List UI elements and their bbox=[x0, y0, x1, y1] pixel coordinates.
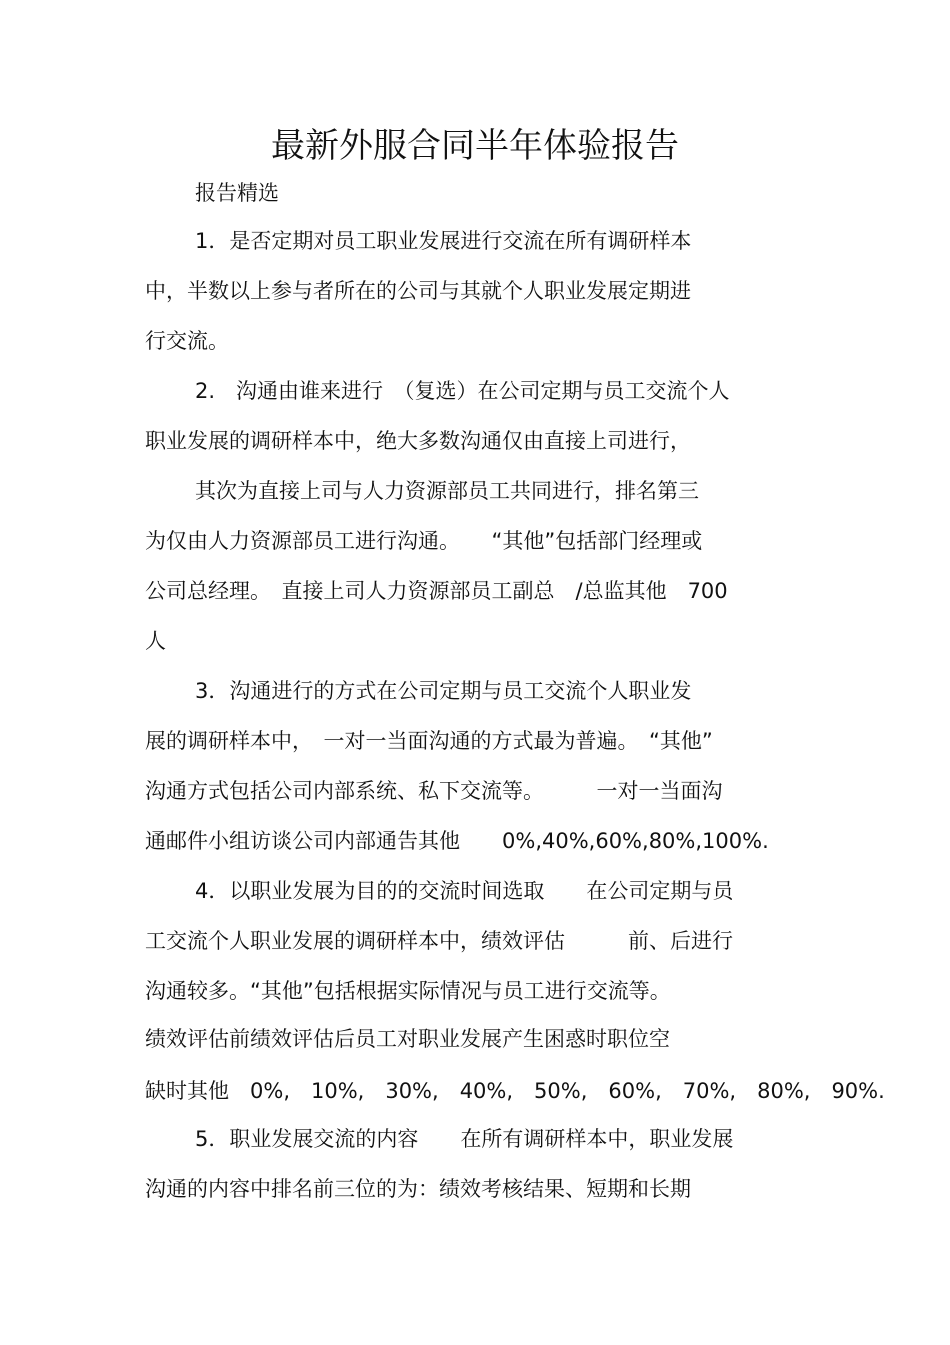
paragraph-line: 5．职业发展交流的内容 在所有调研样本中，职业发展 bbox=[195, 1127, 734, 1151]
paragraph-line: 其次为直接上司与人力资源部员工共同进行，排名第三 bbox=[195, 479, 699, 503]
paragraph-line: 为仅由人力资源部员工进行沟通。 “其他”包括部门经理或 bbox=[145, 529, 703, 553]
paragraph-line: 3．沟通进行的方式在公司定期与员工交流个人职业发 bbox=[195, 679, 692, 703]
paragraph-line: 公司总经理。 直接上司人力资源部员工副总 /总监其他 700 bbox=[145, 579, 728, 603]
paragraph-line: 4．以职业发展为目的的交流时间选取 在公司定期与员 bbox=[195, 879, 734, 903]
paragraph-line: 行交流。 bbox=[145, 329, 229, 353]
paragraph-line: 沟通方式包括公司内部系统、私下交流等。 一对一当面沟 bbox=[145, 779, 723, 803]
paragraph-line: 沟通的内容中排名前三位的为：绩效考核结果、短期和长期 bbox=[145, 1177, 691, 1201]
document-title: 最新外服合同半年体验报告 bbox=[271, 126, 679, 166]
paragraph-line: 2. 沟通由谁来进行 （复选）在公司定期与员工交流个人 bbox=[195, 379, 730, 403]
paragraph-line: 展的调研样本中， 一对一当面沟通的方式最为普遍。 “其他” bbox=[145, 729, 713, 753]
paragraph-line: 通邮件小组访谈公司内部通告其他 0%,40%,60%,80%,100%. bbox=[145, 829, 769, 853]
paragraph-line: 工交流个人职业发展的调研样本中，绩效评估 前、后进行 bbox=[145, 929, 733, 953]
section-heading: 报告精选 bbox=[195, 181, 279, 205]
paragraph-line: 1．是否定期对员工职业发展进行交流在所有调研样本 bbox=[195, 229, 692, 253]
paragraph-line: 缺时其他 0%, 10%, 30%, 40%, 50%, 60%, 70%, 80%, 90%. bbox=[145, 1079, 885, 1103]
paragraph-line: 人 bbox=[145, 629, 166, 653]
paragraph-line: 职业发展的调研样本中，绝大多数沟通仅由直接上司进行， bbox=[145, 429, 691, 453]
paragraph-line: 中，半数以上参与者所在的公司与其就个人职业发展定期进 bbox=[145, 279, 691, 303]
paragraph-line: 绩效评估前绩效评估后员工对职业发展产生困惑时职位空 bbox=[145, 1027, 670, 1051]
paragraph-line: 沟通较多。“其他”包括根据实际情况与员工进行交流等。 bbox=[145, 979, 671, 1003]
